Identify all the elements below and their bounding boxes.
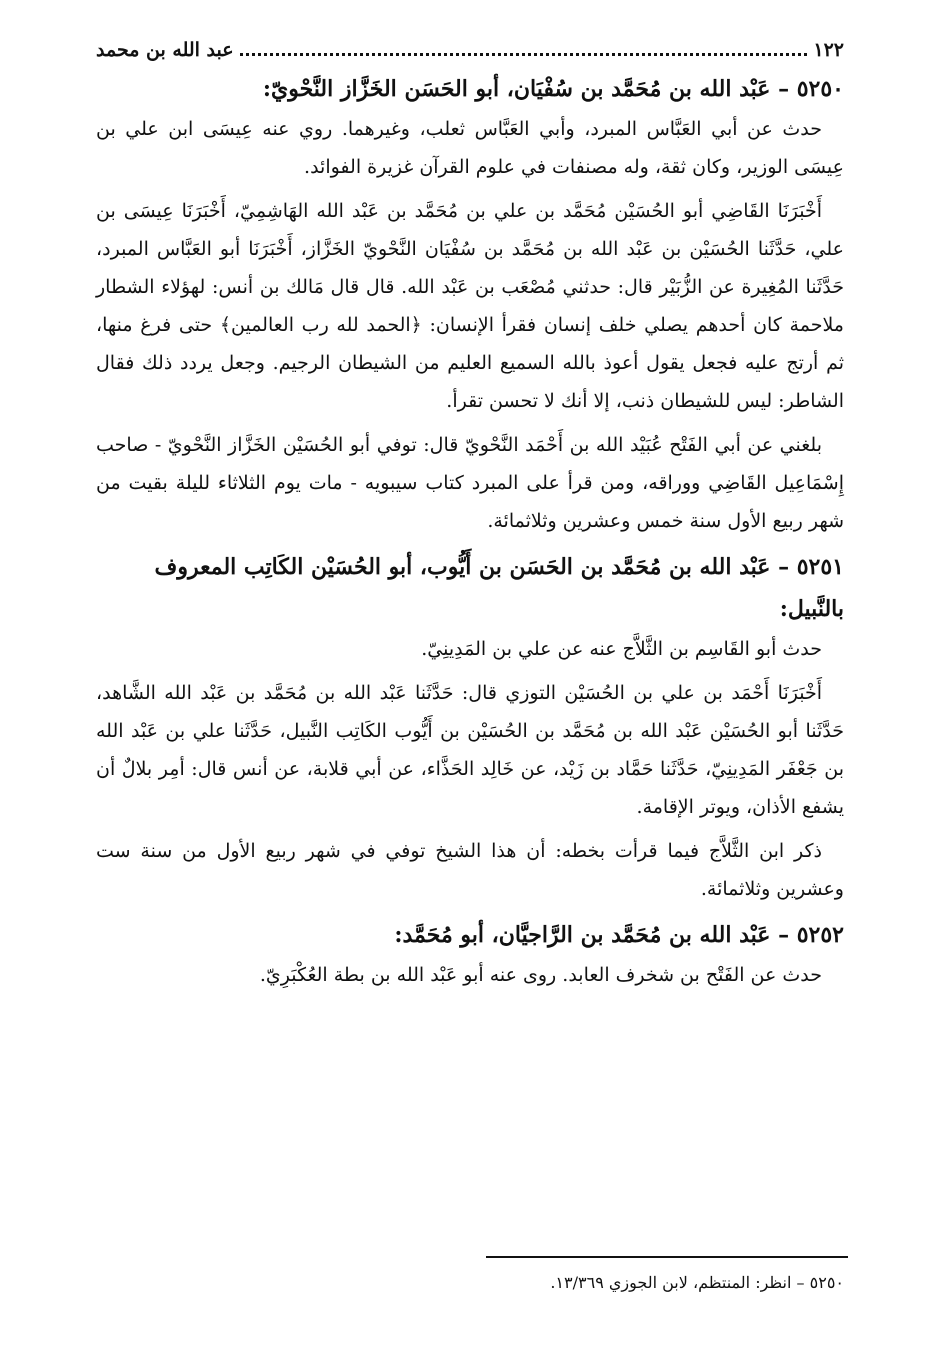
- page-header: [96, 36, 844, 66]
- running-title: عبد الله بن محمد: [96, 39, 234, 61]
- footnote: ٥٢٥٠ – انظر: المنتظم، لابن الجوزي ١٣/٣٦٩.: [550, 1273, 844, 1292]
- entry-paragraph: بلغني عن أبي الفَتْح عُبَيْد الله بن أَحْمَد النَّحْويّ قال: توفي أبو الحُسَيْن الخَزَّاز النَّحْويّ - صاحب إِسْمَاعِيل القَاضِي ووراقه، ومن قرأ على المبرد كتاب سيبويه - مات يوم الثلاثاء لليلة بقيت من شهر ربيع الأول سنة خمس وعشرين وثلاثمائة.: [96, 434, 844, 532]
- entry-title: ٥٢٥٢ – عَبْد الله بن مُحَمَّد بن الرَّاجيَّان، أبو مُحَمَّد:: [394, 922, 844, 948]
- entry-paragraph: أَخْبَرَنَا أَحْمَد بن علي بن الحُسَيْن التوزي قال: حَدَّثَنا عَبْد الله بن مُحَمَّد بن عَبْد الله الشَّاهد، حَدَّثَنا أبو الحُسَيْن عَبْد الله بن مُحَمَّد بن الحُسَيْن بن أَيُّوب الكَاتِب النَّبيل، حَدَّثَنا علي بن عَبْد الله بن جَعْفَر المَدِينِيّ، حَدَّثَنا حَمَّاد بن زَيْد، عن خَالِد الحَذَّاء، عن أبي قلابة، عن أنس قال: أمِر بلالٌ أن يشفع الأذان، ويوتر الإقامة.: [96, 682, 844, 818]
- page-number: ١٢٢: [813, 39, 844, 61]
- entry-5251: [96, 546, 844, 908]
- footnote-divider: [486, 1256, 848, 1258]
- header-dot-leader: [240, 53, 808, 56]
- entry-paragraph: حدث أبو القَاسِم بن الثَّلاَّج عنه عن علي بن المَدِينِيّ.: [421, 638, 822, 660]
- entry-paragraph: حدث عن الفَتْح بن شخرف العابد. روى عنه أبو عَبْد الله بن بطة العُكْبَرِيّ.: [259, 964, 822, 986]
- entry-5250: [96, 68, 844, 540]
- entry-5252: [96, 914, 844, 994]
- book-page: [96, 36, 844, 1000]
- entry-paragraph: حدث عن أبي العَبَّاس المبرد، وأبي العَبَّاس ثعلب، وغيرهما. روي عنه عِيسَى ابن علي بن عِيسَى الوزير، وكان ثقة، وله مصنفات في علوم القرآن غزيرة الفوائد.: [96, 118, 844, 178]
- entry-title: ٥٢٥١ – عَبْد الله بن مُحَمَّد بن الحَسَن بن أَيُّوب، أبو الحُسَيْن الكَاتِب المعروف بالنَّبيل:: [154, 554, 844, 622]
- entry-paragraph: ذكر ابن الثَّلاَّج فيما قرأت بخطه: أن هذا الشيخ توفي في شهر ربيع الأول من سنة ست وعشرين وثلاثمائة.: [96, 840, 844, 900]
- entry-paragraph: أَخْبَرَنَا القَاضِي أبو الحُسَيْن مُحَمَّد بن علي بن مُحَمَّد بن عَبْد الله الهَاشِمِيّ، أَخْبَرَنَا عِيسَى بن علي، حَدَّثَنا الحُسَيْن بن عَبْد الله بن مُحَمَّد بن سُفْيَان النَّحْويّ الخَزَّاز، أَخْبَرَنَا أبو العَبَّاس المبرد، حَدَّثَنا المُغِيرة عن الزُّبَيْر قال: حدثني مُصْعَب بن عَبْد الله. قال قال مَالك بن أنس: لهؤلاء الشطار ملاحمة كان أحدهم يصلي خلف إنسان فقرأ الإنسان: ﴿الحمد لله رب العالمين﴾ حتى فرغ منها، ثم أرتج عليه فجعل يقول أعوذ بالله السميع العليم من الشيطان الرجيم. وجعل يردد ذلك فقال الشاطر: ليس للشيطان ذنب، إلا أنك لا تحسن تقرأ.: [96, 200, 844, 412]
- entry-title: ٥٢٥٠ – عَبْد الله بن مُحَمَّد بن سُفْيَان، أبو الحَسَن الخَزَّاز النَّحْويّ:: [262, 76, 844, 102]
